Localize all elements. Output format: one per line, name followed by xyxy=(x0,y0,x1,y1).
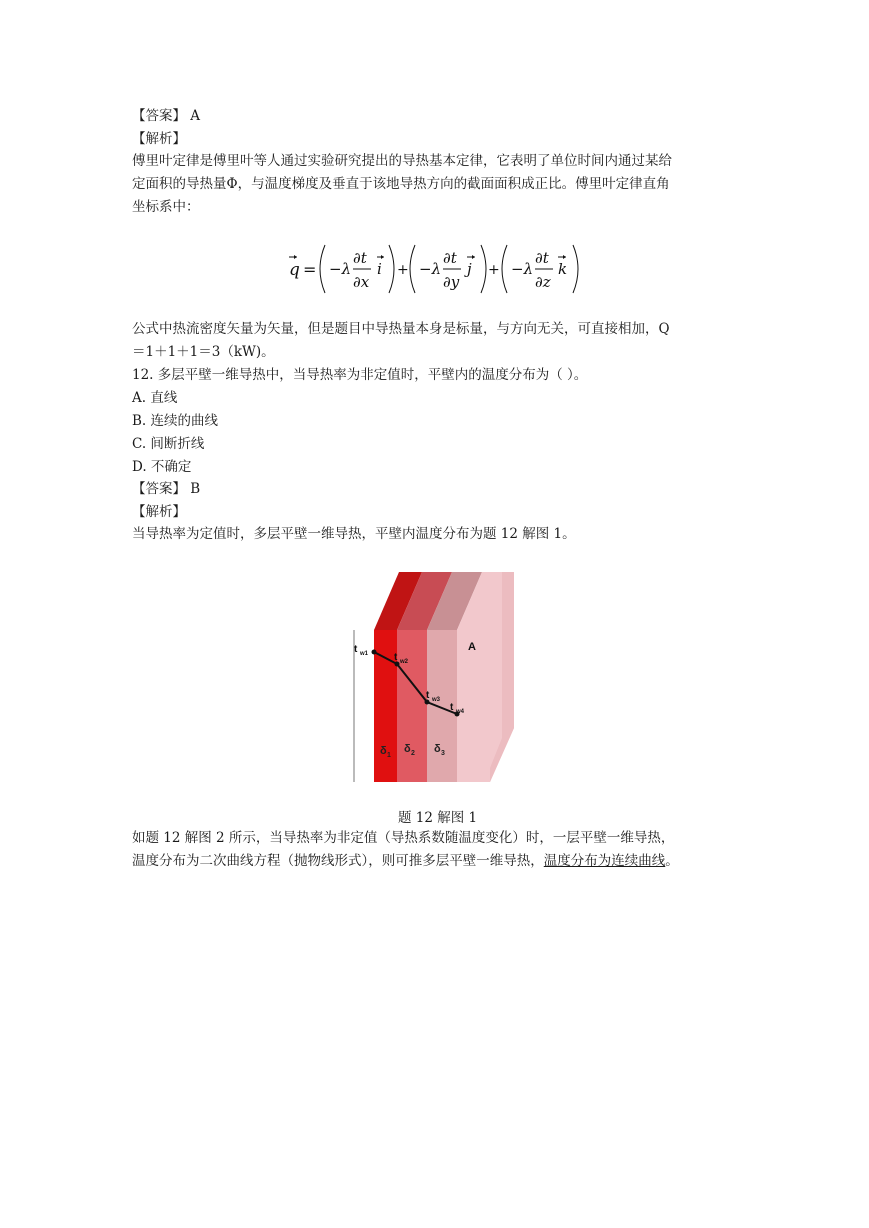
layer2-front xyxy=(397,630,427,782)
label-tw3: t xyxy=(426,690,430,701)
formula-den-x: ∂x xyxy=(353,273,370,291)
option-b: B. 连续的曲线 xyxy=(132,413,219,429)
formula-vec-k: k xyxy=(558,260,568,278)
formula-den-z: ∂z xyxy=(535,273,551,291)
paragraph-3: 坐标系中： xyxy=(132,199,200,215)
fourier-law-formula xyxy=(285,241,585,297)
question-12: 12. 多层平壁一维导热中，当导热率为非定值时，平壁内的温度分布为（ ）。 xyxy=(132,367,588,383)
formula-minus-lambda-y: −λ xyxy=(419,260,442,278)
paragraph-6: 当导热率为定值时，多层平壁一维导热，平壁内温度分布为题 12 解图 1。 xyxy=(132,526,576,542)
formula-plus-1: + xyxy=(397,262,409,278)
label-delta3-sub: 3 xyxy=(441,750,445,757)
paragraph-7: 如题 12 解图 2 所示，当导热率为非定值（导热系数随温度变化）时，一层平壁一维导热， xyxy=(132,830,675,846)
paragraph-8-end: 。 xyxy=(665,853,679,869)
paragraph-1: 傅里叶定律是傅里叶等人通过实验研究提出的导热基本定律，它表明了单位时间内通过某给 xyxy=(132,153,672,169)
formula-equals: = xyxy=(303,260,317,279)
label-delta1-sub: 1 xyxy=(387,752,391,759)
option-d: D. 不确定 xyxy=(132,459,192,475)
paragraph-8 xyxy=(132,851,679,871)
option-a: A. 直线 xyxy=(132,390,178,406)
formula-num-y: ∂t xyxy=(443,249,457,267)
label-tw1-sub: w1 xyxy=(360,651,369,657)
label-delta2: δ xyxy=(404,743,411,755)
formula-plus-2: + xyxy=(488,262,500,278)
formula-den-y: ∂y xyxy=(443,273,460,291)
multilayer-wall-figure xyxy=(352,568,522,783)
formula-minus-lambda-x: −λ xyxy=(329,260,352,278)
analysis-heading-12: 【解析】 xyxy=(132,504,186,520)
answer-12: 【答案】 B xyxy=(132,481,201,497)
answer-11: 【答案】 A xyxy=(132,108,201,124)
formula-vec-j: j xyxy=(467,260,472,278)
paragraph-4: 公式中热流密度矢量为矢量，但是题目中导热量本身是标量，与方向无关，可直接相加，Q xyxy=(132,321,670,337)
label-tw2: t xyxy=(394,652,398,663)
analysis-heading-11: 【解析】 xyxy=(132,131,186,147)
label-tw2-sub: w2 xyxy=(400,659,409,665)
label-tw4-sub: w4 xyxy=(456,709,465,715)
label-delta3: δ xyxy=(434,743,441,755)
label-a: A xyxy=(468,641,476,653)
figure-caption: 题 12 解图 1 xyxy=(398,810,478,826)
formula-vec-i: i xyxy=(377,260,382,278)
label-tw3-sub: w3 xyxy=(432,697,441,703)
underlined-conclusion: 温度分布为连续曲线 xyxy=(543,853,666,869)
paragraph-2: 定面积的导热量Φ，与温度梯度及垂直于该地导热方向的截面面积成正比。傅里叶定律直角 xyxy=(132,176,670,192)
paragraph-8-text: 温度分布为二次曲线方程（抛物线形式），则可推多层平壁一维导热， xyxy=(132,853,544,869)
label-delta1: δ xyxy=(380,745,387,757)
formula-num-z: ∂t xyxy=(535,249,549,267)
paragraph-5: ＝1＋1＋1＝3（kW)。 xyxy=(132,344,275,360)
formula-minus-lambda-z: −λ xyxy=(511,260,534,278)
formula-lhs: q xyxy=(289,260,300,280)
formula-num-x: ∂t xyxy=(353,249,367,267)
label-tw1: t xyxy=(354,644,358,655)
label-delta2-sub: 2 xyxy=(411,750,415,757)
label-tw4: t xyxy=(450,702,454,713)
option-c: C. 间断折线 xyxy=(132,436,205,452)
